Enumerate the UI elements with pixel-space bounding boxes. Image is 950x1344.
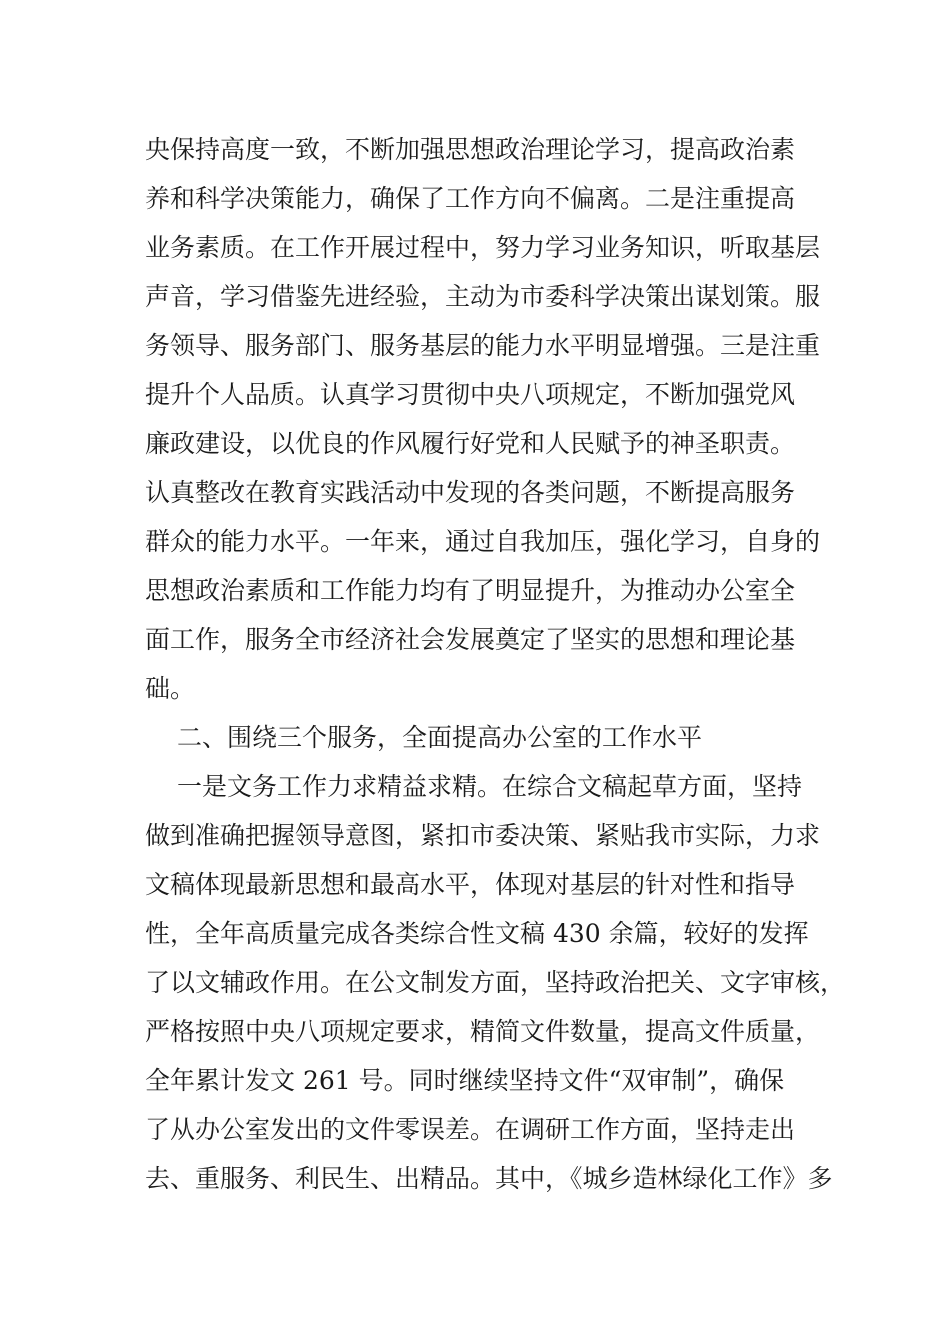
text-line: 认真整改在教育实践活动中发现的各类问题，不断提高服务 <box>145 478 796 507</box>
text-line: 央保持高度一致，不断加强思想政治理论学习，提高政治素 <box>145 135 796 164</box>
body-text <box>145 125 846 1203</box>
text-line: 础。 <box>145 674 196 703</box>
text-line: 了以文辅政作用。在公文制发方面，坚持政治把关、文字审核， <box>145 968 846 997</box>
text-line: 去、重服务、利民生、出精品。其中，《城乡造林绿化工作》多 <box>145 1164 833 1193</box>
text-line: 声音，学习借鉴先进经验，主动为市委科学决策出谋划策。服 <box>145 282 821 311</box>
text-line: 做到准确把握领导意图，紧扣市委决策、紧贴我市实际，力求 <box>145 821 821 850</box>
text-line: 一是文务工作力求精益求精。在综合文稿起草方面，坚持 <box>177 772 803 801</box>
section-heading: 二、围绕三个服务，全面提高办公室的工作水平 <box>177 723 703 752</box>
text-line: 廉政建设，以优良的作风履行好党和人民赋予的神圣职责。 <box>145 429 796 458</box>
text-line: 提升个人品质。认真学习贯彻中央八项规定，不断加强党风 <box>145 380 796 409</box>
text-line: 思想政治素质和工作能力均有了明显提升，为推动办公室全 <box>145 576 796 605</box>
text-line: 性，全年高质量完成各类综合性文稿 430 余篇，较好的发挥 <box>145 919 809 948</box>
text-line: 业务素质。在工作开展过程中，努力学习业务知识，听取基层 <box>145 233 821 262</box>
text-line: 了从办公室发出的文件零误差。在调研工作方面，坚持走出 <box>145 1115 796 1144</box>
text-line: 群众的能力水平。一年来，通过自我加压，强化学习，自身的 <box>145 527 821 556</box>
text-line: 文稿体现最新思想和最高水平，体现对基层的针对性和指导 <box>145 870 796 899</box>
text-line: 面工作，服务全市经济社会发展奠定了坚实的思想和理论基 <box>145 625 796 654</box>
text-line: 全年累计发文 261 号。同时继续坚持文件“双审制”，确保 <box>145 1066 785 1095</box>
text-line: 养和科学决策能力，确保了工作方向不偏离。二是注重提高 <box>145 184 796 213</box>
text-line: 务领导、服务部门、服务基层的能力水平明显增强。三是注重 <box>145 331 821 360</box>
text-line: 严格按照中央八项规定要求，精简文件数量，提高文件质量， <box>145 1017 821 1046</box>
